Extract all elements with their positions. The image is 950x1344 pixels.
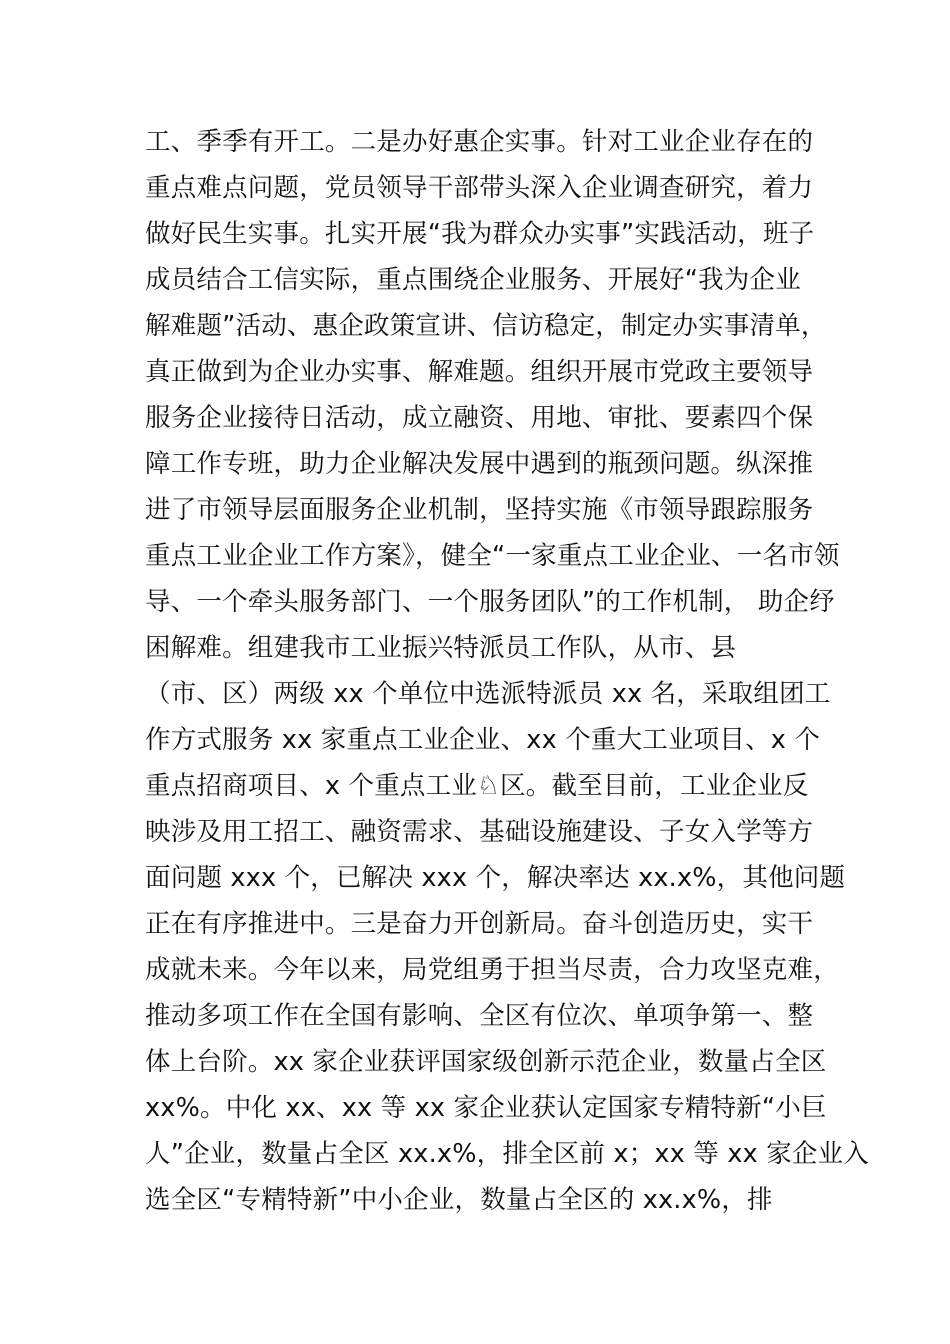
text-line: 重点招商项目、x 个重点工业♘区。截至目前，工业企业反 — [145, 771, 809, 801]
text-line: 做好民生实事。扎实开展“我为群众办实事”实践活动，班子 — [145, 219, 815, 249]
text-line: 面问题 xxx 个，已解决 xxx 个，解决率达 xx.x%，其他问题 — [145, 863, 846, 893]
text-line: 体上台阶。xx 家企业获评国家级创新示范企业，数量占全区 — [145, 1047, 827, 1077]
text-line: xx%。中化 xx、xx 等 xx 家企业获认定国家专精特新“小巨 — [145, 1093, 827, 1123]
text-line: 解难题”活动、惠企政策宣讲、信访稳定，制定办实事清单， — [145, 311, 827, 341]
text-line: 成员结合工信实际，重点围绕企业服务、开展好“我为企业 — [145, 265, 801, 295]
text-line: 重点工业企业工作方案》，健全“一家重点工业企业、一名市领 — [145, 541, 840, 571]
text-line: 进了市领导层面服务企业机制，坚持实施《市领导跟踪服务 — [145, 495, 814, 525]
text-line: 成就未来。今年以来，局党组勇于担当尽责，合力攻坚克难， — [145, 955, 839, 985]
text-line: 人”企业，数量占全区 xx.x%，排全区前 x；xx 等 xx 家企业入 — [145, 1139, 870, 1169]
text-line: 导、一个牵头服务部门、一个服务团队”的工作机制， 助企纾 — [145, 587, 835, 617]
text-line: （市、区）两级 xx 个单位中选派特派员 xx 名，采取组团工 — [145, 679, 831, 709]
text-line: 正在有序推进中。三是奋力开创新局。奋斗创造历史，实干 — [145, 909, 814, 939]
body-text — [145, 119, 870, 1223]
text-line: 障工作专班，助力企业解决发展中遇到的瓶颈问题。纵深推 — [145, 449, 814, 479]
text-line: 映涉及用工招工、融资需求、基础设施建设、子女入学等方 — [145, 817, 814, 847]
text-line: 选全区“专精特新”中小企业，数量占全区的 xx.x%，排 — [145, 1185, 773, 1215]
text-line: 推动多项工作在全国有影响、全区有位次、单项争第一、整 — [145, 1001, 814, 1031]
text-line: 真正做到为企业办实事、解难题。组织开展市党政主要领导 — [145, 357, 814, 387]
text-line: 工、季季有开工。二是办好惠企实事。针对工业企业存在的 — [145, 127, 814, 157]
text-line: 重点难点问题，党员领导干部带头深入企业调查研究，着力 — [145, 173, 814, 203]
text-line: 困解难。组建我市工业振兴特派员工作队，从市、县 — [145, 633, 737, 663]
text-line: 作方式服务 xx 家重点工业企业、xx 个重大工业项目、x 个 — [145, 725, 821, 755]
text-line: 服务企业接待日活动，成立融资、用地、审批、要素四个保 — [145, 403, 814, 433]
